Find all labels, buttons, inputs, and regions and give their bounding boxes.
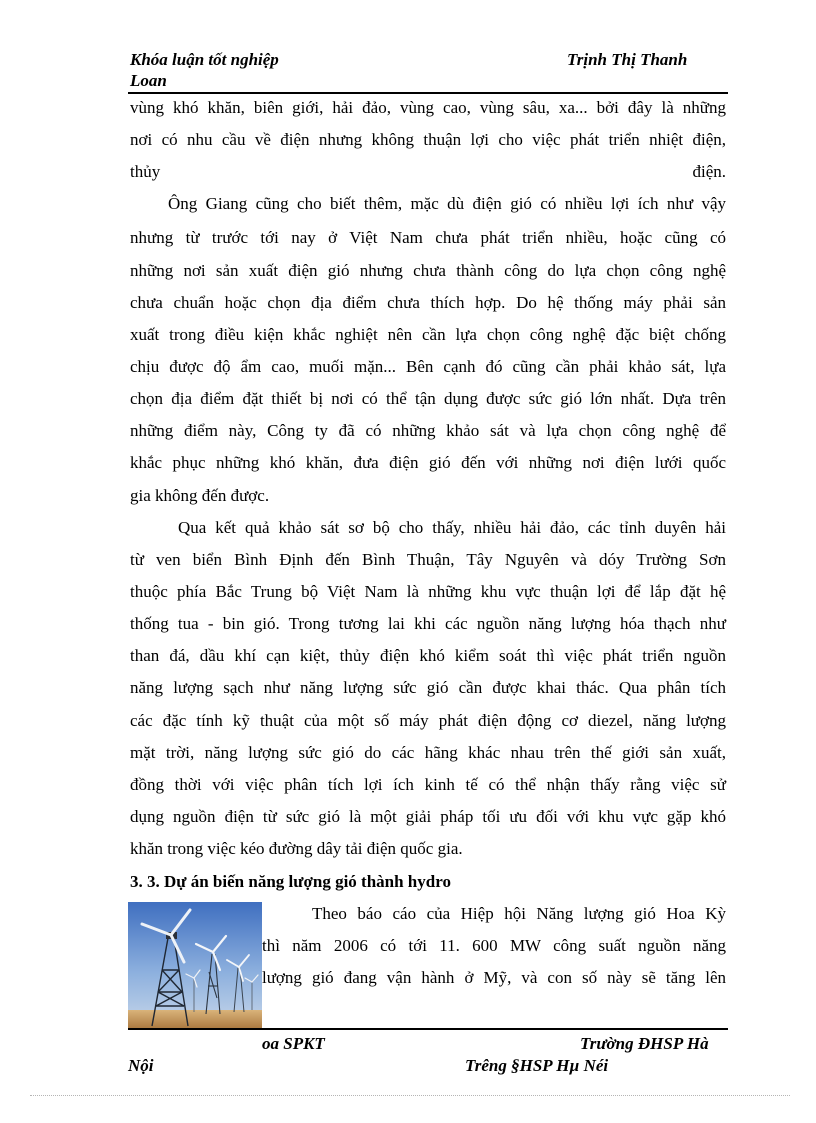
text-line: năng lượng sạch như năng lượng sức gió cần được khai thác. Qua phân tích [130, 678, 726, 697]
text-line: than đá, dầu khí cạn kiệt, thủy điện khó kiểm soát thì việc phát triển nguồn [130, 646, 726, 665]
text-line: Ông Giang cũng cho biết thêm, mặc dù điện gió có nhiều lợi ích như vậy [168, 194, 726, 213]
text-line: xuất trong điều kiện khắc nghiệt nên cần lựa chọn công nghệ đặc biệt chống [130, 325, 726, 344]
text-line: chọn địa điểm đặt thiết bị nơi có thể tận dụng được sức gió lớn nhất. Dựa trên [130, 389, 726, 408]
text-line: nơi có nhu cầu về điện nhưng không thuận lợi cho việc phát triển nhiệt điện, [130, 130, 726, 149]
text-line: khắc phục những khó khăn, đưa điện gió đến với những nơi điện lưới quốc [130, 453, 726, 472]
text-line: các đặc tính kỹ thuật của một số máy phát điện động cơ diezel, năng lượng [130, 711, 726, 730]
text-line: thống tua - bin gió. Trong tương lai khi các nguồn năng lượng hóa thạch như [130, 614, 726, 633]
text-line: khăn trong việc kéo đường dây tải điện quốc gia. [130, 839, 463, 858]
page-boundary-line [30, 1095, 790, 1096]
text-line: những điểm này, Công ty đã có những khảo sát và lựa chọn công nghệ để [130, 421, 726, 440]
text-line: dụng nguồn điện từ sức gió là một giải pháp tối ưu đối với khu vực gặp khó [130, 807, 726, 826]
section-heading: 3. 3. Dự án biến năng lượng gió thành hydro [130, 872, 451, 891]
footer-rule [128, 1028, 728, 1030]
footer-center: Trêng §HSP Hµ Néi [465, 1056, 609, 1075]
header-rule [128, 92, 728, 94]
text-line: nhưng từ trước tới nay ở Việt Nam chưa phát triển nhiều, hoặc cũng có [130, 228, 726, 247]
footer-left-fragment: oa SPKT [262, 1034, 325, 1053]
header-left-continuation: Loan [130, 71, 167, 90]
text-line: thuộc phía Bắc Trung bộ Việt Nam là những khu vực thuận lợi để lắp đặt hệ [130, 582, 726, 601]
text-line: thì năm 2006 có tới 11. 600 MW công suất nguồn năng [262, 936, 726, 955]
footer-school: Trường ĐHSP Hà [580, 1034, 709, 1053]
text-line: vùng khó khăn, biên giới, hải đảo, vùng cao, vùng sâu, xa... bởi đây là những [130, 98, 726, 117]
text-line: chưa chuẩn hoặc chọn địa điểm chưa thích hợp. Do hệ thống máy phải sản [130, 293, 726, 312]
text-line: Qua kết quả khảo sát sơ bộ cho thấy, nhiều hải đảo, các tỉnh duyên hải [178, 518, 726, 537]
text-line: lượng gió đang vận hành ở Mỹ, và con số này sẽ tăng lên [262, 968, 726, 987]
text-line: Theo báo cáo của Hiệp hội Năng lượng gió Hoa Kỳ [312, 904, 726, 923]
text-line: từ ven biển Bình Định đến Bình Thuận, Tây Nguyên và dóy Trường Sơn [130, 550, 726, 569]
footer-left-continuation: Nội [128, 1056, 154, 1075]
text-line: đồng thời với việc phân tích lợi ích kinh tế có thể nhận thấy rằng việc sử [130, 775, 726, 794]
text-line: thủy điện. [130, 162, 726, 181]
wind-turbine-photo [128, 902, 262, 1030]
header-author: Trịnh Thị Thanh [567, 50, 688, 69]
text-line: gia không đến được. [130, 486, 270, 505]
text-line: chịu được độ ẩm cao, muối mặn... Bên cạnh đó cũng cần phải khảo sát, lựa [130, 357, 726, 376]
header-left-title: Khóa luận tốt nghiệp [130, 50, 279, 69]
text-line: những nơi sản xuất điện gió nhưng chưa thành công do lựa chọn công nghệ [130, 261, 726, 280]
text-line: mặt trời, năng lượng sức gió do các hãng khác nhau trên thế giới sản xuất, [130, 743, 726, 762]
